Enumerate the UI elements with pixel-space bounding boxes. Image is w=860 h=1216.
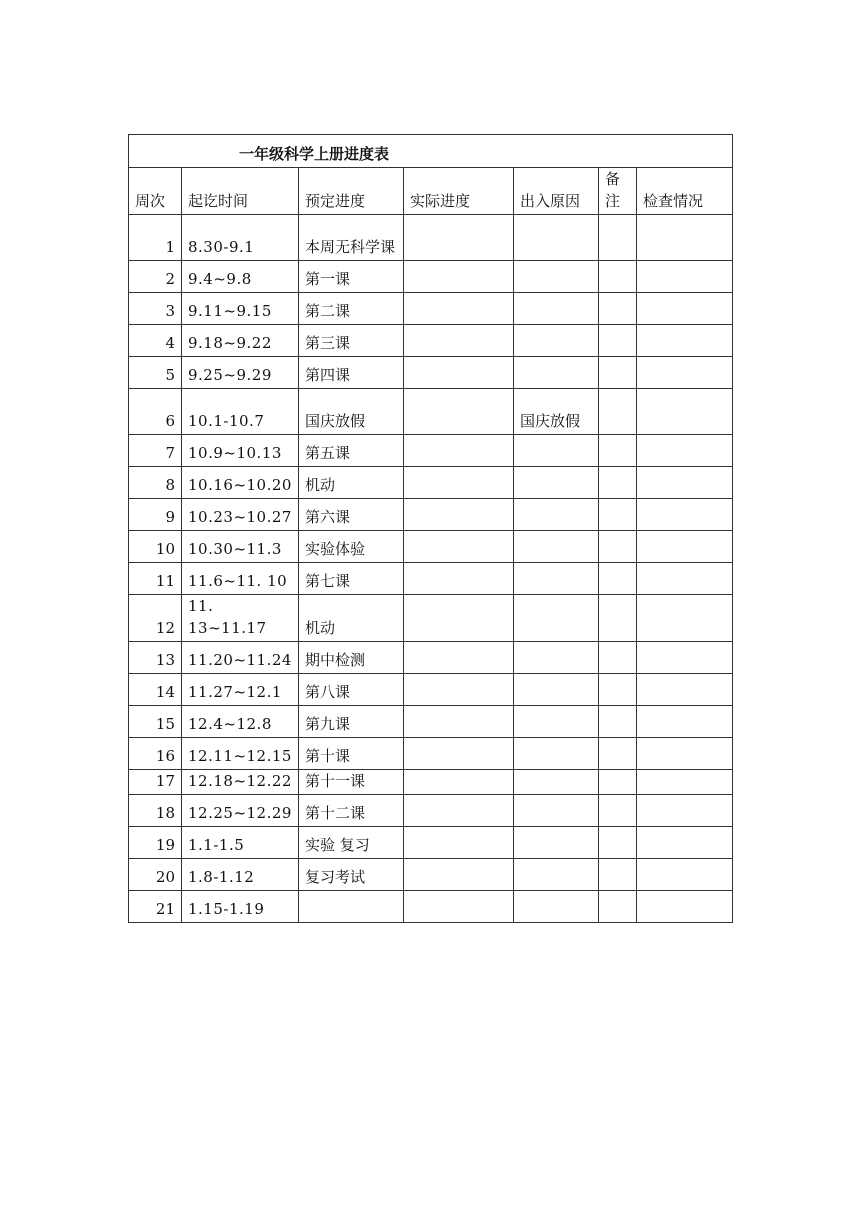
note-cell <box>599 563 637 595</box>
week-cell: 20 <box>129 859 182 891</box>
table-row <box>129 738 733 770</box>
note-cell <box>599 706 637 738</box>
note-cell <box>599 827 637 859</box>
planned-cell: 国庆放假 <box>299 389 404 435</box>
note-cell <box>599 642 637 674</box>
week-cell: 10 <box>129 531 182 563</box>
check-cell <box>637 738 733 770</box>
header-dates: 起讫时间 <box>182 168 299 215</box>
note-cell <box>599 389 637 435</box>
table-row <box>129 674 733 706</box>
reason-cell <box>514 531 599 563</box>
actual-cell <box>404 642 514 674</box>
table-row <box>129 891 733 923</box>
table-row <box>129 293 733 325</box>
check-cell <box>637 595 733 642</box>
note-cell <box>599 738 637 770</box>
check-cell <box>637 357 733 389</box>
week-cell: 15 <box>129 706 182 738</box>
dates-cell: 10.9~10.13 <box>182 435 299 467</box>
week-cell: 5 <box>129 357 182 389</box>
table-row <box>129 595 733 642</box>
dates-cell: 8.30-9.1 <box>182 215 299 261</box>
note-cell <box>599 891 637 923</box>
header-week: 周次 <box>129 168 182 215</box>
reason-cell <box>514 325 599 357</box>
reason-cell: 国庆放假 <box>514 389 599 435</box>
table-row <box>129 357 733 389</box>
dates-cell: 11.20~11.24 <box>182 642 299 674</box>
note-cell <box>599 325 637 357</box>
check-cell <box>637 389 733 435</box>
planned-cell: 第十一课 <box>299 770 404 795</box>
planned-cell: 实验 复习 <box>299 827 404 859</box>
check-cell <box>637 499 733 531</box>
week-cell: 6 <box>129 389 182 435</box>
planned-cell: 期中检测 <box>299 642 404 674</box>
week-cell: 13 <box>129 642 182 674</box>
table-row <box>129 435 733 467</box>
actual-cell <box>404 770 514 795</box>
reason-cell <box>514 859 599 891</box>
table-row <box>129 499 733 531</box>
actual-cell <box>404 859 514 891</box>
dates-cell: 9.18~9.22 <box>182 325 299 357</box>
header-note: 备注 <box>599 168 637 215</box>
reason-cell <box>514 642 599 674</box>
week-cell: 12 <box>129 595 182 642</box>
reason-cell <box>514 467 599 499</box>
week-cell: 7 <box>129 435 182 467</box>
table-row <box>129 325 733 357</box>
progress-table <box>128 134 733 923</box>
planned-cell: 第四课 <box>299 357 404 389</box>
planned-cell: 机动 <box>299 467 404 499</box>
week-cell: 2 <box>129 261 182 293</box>
table-row <box>129 706 733 738</box>
reason-cell <box>514 706 599 738</box>
actual-cell <box>404 827 514 859</box>
planned-cell: 第十二课 <box>299 795 404 827</box>
week-cell: 19 <box>129 827 182 859</box>
note-cell <box>599 531 637 563</box>
table-title: 一年级科学上册进度表 <box>129 135 733 168</box>
dates-cell: 11.6~11. 10 <box>182 563 299 595</box>
planned-cell: 实验体验 <box>299 531 404 563</box>
actual-cell <box>404 499 514 531</box>
reason-cell <box>514 293 599 325</box>
table-row <box>129 215 733 261</box>
note-cell <box>599 261 637 293</box>
dates-cell: 10.1-10.7 <box>182 389 299 435</box>
week-cell: 18 <box>129 795 182 827</box>
dates-cell: 11. 13~11.17 <box>182 595 299 642</box>
week-cell: 1 <box>129 215 182 261</box>
check-cell <box>637 859 733 891</box>
actual-cell <box>404 325 514 357</box>
note-cell <box>599 770 637 795</box>
note-cell <box>599 467 637 499</box>
week-cell: 9 <box>129 499 182 531</box>
reason-cell <box>514 357 599 389</box>
dates-cell: 10.16~10.20 <box>182 467 299 499</box>
note-cell <box>599 795 637 827</box>
reason-cell <box>514 795 599 827</box>
reason-cell <box>514 674 599 706</box>
table-row <box>129 563 733 595</box>
week-cell: 17 <box>129 770 182 795</box>
note-cell <box>599 499 637 531</box>
note-cell <box>599 293 637 325</box>
table-row <box>129 642 733 674</box>
header-reason: 出入原因 <box>514 168 599 215</box>
check-cell <box>637 563 733 595</box>
reason-cell <box>514 891 599 923</box>
actual-cell <box>404 467 514 499</box>
check-cell <box>637 261 733 293</box>
header-check: 检查情况 <box>637 168 733 215</box>
check-cell <box>637 706 733 738</box>
planned-cell: 第七课 <box>299 563 404 595</box>
check-cell <box>637 435 733 467</box>
check-cell <box>637 467 733 499</box>
planned-cell: 第五课 <box>299 435 404 467</box>
table-row <box>129 467 733 499</box>
table-row <box>129 795 733 827</box>
check-cell <box>637 770 733 795</box>
check-cell <box>637 642 733 674</box>
dates-cell: 10.30~11.3 <box>182 531 299 563</box>
note-cell <box>599 595 637 642</box>
planned-cell: 本周无科学课 <box>299 215 404 261</box>
actual-cell <box>404 738 514 770</box>
actual-cell <box>404 706 514 738</box>
actual-cell <box>404 261 514 293</box>
dates-cell: 1.8-1.12 <box>182 859 299 891</box>
header-row <box>129 168 733 215</box>
actual-cell <box>404 795 514 827</box>
table-row <box>129 859 733 891</box>
note-cell <box>599 435 637 467</box>
planned-cell: 复习考试 <box>299 859 404 891</box>
note-cell <box>599 215 637 261</box>
dates-cell: 12.11~12.15 <box>182 738 299 770</box>
dates-cell: 9.11~9.15 <box>182 293 299 325</box>
header-planned: 预定进度 <box>299 168 404 215</box>
actual-cell <box>404 674 514 706</box>
reason-cell <box>514 261 599 293</box>
check-cell <box>637 325 733 357</box>
week-cell: 4 <box>129 325 182 357</box>
check-cell <box>637 531 733 563</box>
check-cell <box>637 891 733 923</box>
dates-cell: 9.25~9.29 <box>182 357 299 389</box>
planned-cell: 机动 <box>299 595 404 642</box>
actual-cell <box>404 357 514 389</box>
reason-cell <box>514 827 599 859</box>
table-row <box>129 770 733 795</box>
table-row <box>129 827 733 859</box>
actual-cell <box>404 435 514 467</box>
table-row <box>129 389 733 435</box>
table-row <box>129 261 733 293</box>
week-cell: 16 <box>129 738 182 770</box>
reason-cell <box>514 563 599 595</box>
reason-cell <box>514 770 599 795</box>
week-cell: 14 <box>129 674 182 706</box>
planned-cell: 第一课 <box>299 261 404 293</box>
note-cell <box>599 357 637 389</box>
actual-cell <box>404 563 514 595</box>
actual-cell <box>404 595 514 642</box>
week-cell: 3 <box>129 293 182 325</box>
planned-cell: 第八课 <box>299 674 404 706</box>
dates-cell: 11.27~12.1 <box>182 674 299 706</box>
note-cell <box>599 859 637 891</box>
planned-cell: 第二课 <box>299 293 404 325</box>
dates-cell: 9.4~9.8 <box>182 261 299 293</box>
dates-cell: 12.4~12.8 <box>182 706 299 738</box>
dates-cell: 10.23~10.27 <box>182 499 299 531</box>
note-cell <box>599 674 637 706</box>
planned-cell: 第九课 <box>299 706 404 738</box>
reason-cell <box>514 499 599 531</box>
week-cell: 11 <box>129 563 182 595</box>
reason-cell <box>514 435 599 467</box>
dates-cell: 12.18~12.22 <box>182 770 299 795</box>
reason-cell <box>514 738 599 770</box>
check-cell <box>637 795 733 827</box>
planned-cell: 第三课 <box>299 325 404 357</box>
planned-cell: 第六课 <box>299 499 404 531</box>
dates-cell: 1.15-1.19 <box>182 891 299 923</box>
check-cell <box>637 827 733 859</box>
actual-cell <box>404 293 514 325</box>
actual-cell <box>404 389 514 435</box>
check-cell <box>637 215 733 261</box>
actual-cell <box>404 531 514 563</box>
week-cell: 8 <box>129 467 182 499</box>
dates-cell: 1.1-1.5 <box>182 827 299 859</box>
planned-cell <box>299 891 404 923</box>
dates-cell: 12.25~12.29 <box>182 795 299 827</box>
reason-cell <box>514 595 599 642</box>
reason-cell <box>514 215 599 261</box>
header-actual: 实际进度 <box>404 168 514 215</box>
table-row <box>129 531 733 563</box>
check-cell <box>637 293 733 325</box>
actual-cell <box>404 215 514 261</box>
check-cell <box>637 674 733 706</box>
title-row <box>129 135 733 168</box>
actual-cell <box>404 891 514 923</box>
planned-cell: 第十课 <box>299 738 404 770</box>
week-cell: 21 <box>129 891 182 923</box>
